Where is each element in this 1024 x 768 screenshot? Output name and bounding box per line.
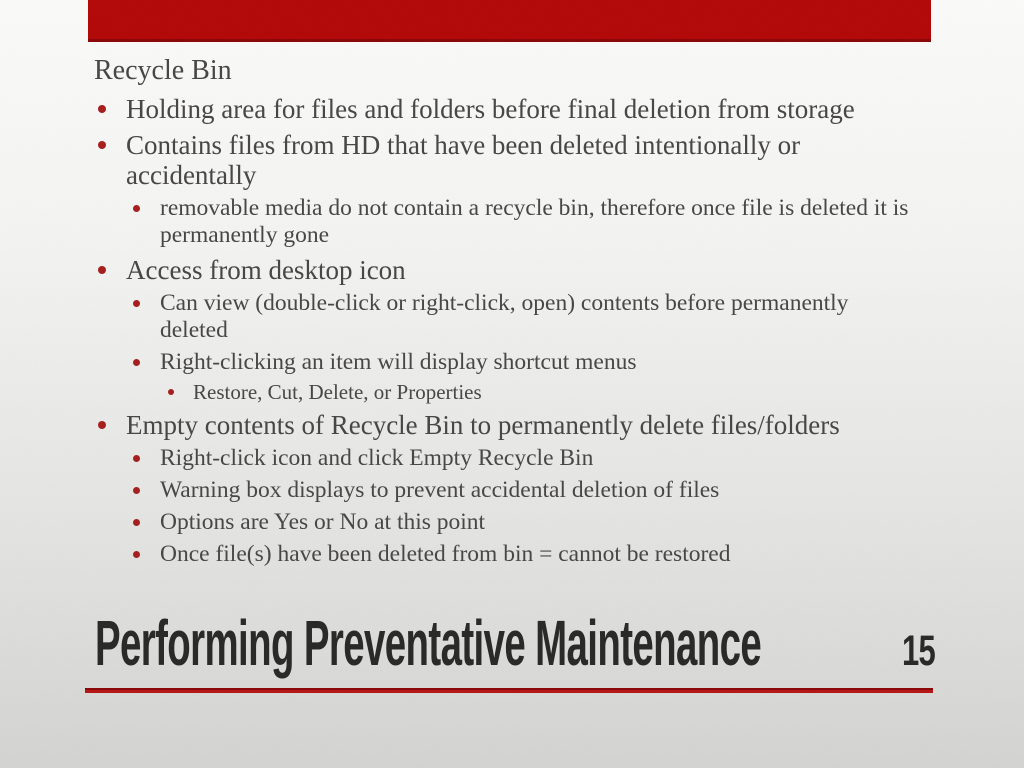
list-item-level-1 <box>98 94 912 124</box>
bullet-icon <box>168 389 174 395</box>
list-item-text: Empty contents of Recycle Bin to permanently delete files/folders <box>126 410 840 440</box>
list-item-level-2 <box>133 195 912 249</box>
slide-body <box>94 54 912 568</box>
bullet-icon <box>133 300 140 307</box>
list-item-level-2 <box>133 541 912 568</box>
list-item-text: Right-clicking an item will display shortcut menus <box>160 349 637 375</box>
footer-accent-line <box>85 688 933 693</box>
list-item-level-2 <box>133 290 912 344</box>
bullet-icon <box>98 421 106 429</box>
bullet-icon <box>133 205 140 212</box>
list-item-level-1 <box>98 255 912 285</box>
list-item-text: Holding area for files and folders before final deletion from storage <box>126 94 855 124</box>
list-item-text: Access from desktop icon <box>126 255 406 285</box>
bullet-icon <box>133 455 140 462</box>
list-item-text: Options are Yes or No at this point <box>160 509 486 535</box>
bullet-icon <box>133 487 140 494</box>
bullet-icon <box>98 141 106 149</box>
list-item-level-1 <box>98 410 912 440</box>
list-item-level-2 <box>133 509 912 536</box>
list-item-level-2 <box>133 445 912 472</box>
list-item-text: Right-click icon and click Empty Recycle Bin <box>160 445 594 471</box>
list-item-text: Contains files from HD that have been deleted intentionally or accidentally <box>126 130 801 190</box>
list-item-level-1 <box>98 130 912 190</box>
bullet-icon <box>98 105 106 113</box>
list-item-level-2 <box>133 477 912 504</box>
list-item-text: Warning box displays to prevent accidental deletion of files <box>160 477 720 503</box>
slide-title: Performing Preventative Maintenance <box>95 607 762 679</box>
list-item-level-2 <box>133 349 912 376</box>
bullet-icon <box>98 266 106 274</box>
bullet-icon <box>133 519 140 526</box>
list-item-text: Restore, Cut, Delete, or Properties <box>193 380 482 404</box>
list-item-level-3 <box>168 380 912 404</box>
list-item-text: removable media do not contain a recycle bin, therefore once file is deleted it is permanently gone <box>160 195 909 248</box>
body-heading: Recycle Bin <box>94 55 232 86</box>
slide-number: 15 <box>902 627 936 675</box>
bullet-icon <box>133 551 140 558</box>
list-item-text: Can view (double-click or right-click, open) contents before permanently deleted <box>160 290 849 343</box>
list-item-text: Once file(s) have been deleted from bin = cannot be restored <box>160 541 731 567</box>
bullet-list <box>94 94 912 568</box>
bullet-icon <box>133 359 140 366</box>
top-accent-bar <box>88 0 931 42</box>
